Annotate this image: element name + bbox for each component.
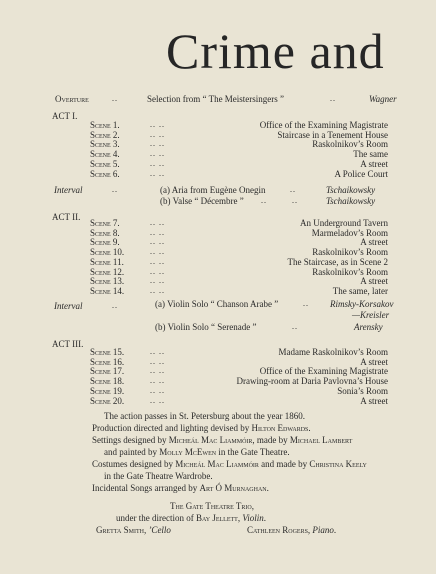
credit-text: , made by (252, 435, 290, 445)
credit-name: Michael Lambert (289, 435, 353, 445)
interval2-composer-b: Arensky (354, 322, 383, 332)
page-title: Crime and (166, 23, 385, 79)
interval2-composer-a2: —Kreisler (352, 310, 390, 320)
scene-number: Scene 10. (90, 247, 125, 258)
scene-number: Scene 9. (90, 237, 120, 248)
scene-number: Scene 16. (90, 356, 125, 367)
scene-place: Drawing-room at Daria Pavlovna’s House (236, 376, 388, 387)
interval1-composer-a: Tschaikowsky (326, 185, 376, 195)
credits-wardrobe: in the Gate Theatre Wardrobe. (104, 471, 213, 481)
dot-leader: .. .. (150, 366, 165, 376)
scene-number: Scene 2. (90, 129, 120, 140)
dot-leader: .. .. (150, 149, 165, 159)
scene-place: A street (360, 395, 388, 406)
scene-number: Scene 3. (90, 139, 120, 150)
credits-setting: The action passes in St. Petersburg about the year 1860. (104, 411, 306, 421)
credit-text: Incidental Songs arranged by (92, 483, 200, 493)
scene-place: A street (360, 276, 388, 287)
dot-leader: .. .. (150, 158, 165, 168)
credits-production: Production directed and lighting devised by Hilton Edwards. (92, 423, 311, 433)
credit-name: Christina Keely (309, 459, 367, 469)
scene-place: Madame Raskolnikov’s Room (278, 347, 388, 357)
scene-number: Scene 17. (90, 366, 125, 377)
interval1-piece-b: (b) Valse “ Décembre ” (160, 196, 244, 206)
interval1-composer-b: Tschaikowsky (326, 196, 376, 206)
dot-leader: .. .. (150, 347, 165, 356)
scene-place: A street (360, 356, 388, 367)
credit-text: in the Gate Theatre. (216, 447, 290, 457)
dot-leader: .. .. (150, 218, 165, 227)
dot-leader: .. .. (150, 129, 165, 139)
dot-leader: .. .. (150, 356, 165, 366)
credit-name: Bay Jellett (195, 513, 238, 523)
credit-name: Cathleen Rogers (247, 525, 308, 535)
scene-place: Sonia’s Room (337, 385, 388, 396)
scene-place: Office of the Examining Magistrate (259, 120, 388, 130)
credit-name: Micheál Mac Liammóir (175, 459, 259, 469)
dot-leader: .. (261, 196, 267, 205)
credit-name: Art Ó Murnaghan (199, 483, 267, 493)
interval2-composer-a: Rimsky-Korsakov (330, 299, 394, 309)
dot-leader: .. (112, 301, 118, 310)
scene-number: Scene 18. (90, 376, 125, 387)
scene-place: Marmeladov’s Room (311, 227, 388, 238)
dot-leader: .. .. (150, 247, 165, 257)
scene-place: Office of the Examining Magistrate (259, 366, 388, 377)
trio-director: under the direction of Bay Jellett, Violin. (116, 513, 266, 523)
dot-leader: .. .. (150, 237, 165, 247)
dot-leader: .. (292, 196, 298, 205)
scene-number: Scene 12. (90, 266, 125, 277)
credits-painting (104, 447, 290, 457)
scene-place: A street (360, 158, 388, 169)
trio-cello (96, 525, 171, 535)
dot-leader: .. .. (150, 285, 165, 295)
credit-instrument: , Piano (307, 525, 334, 535)
dot-leader: .. (303, 299, 309, 308)
overture-composer: Wagner (369, 94, 397, 104)
dot-leader: .. .. (150, 139, 165, 149)
credits-costumes (92, 459, 367, 469)
credit-instrument: , ’Cello (143, 525, 171, 535)
credit-text: under the direction of (116, 513, 196, 523)
credit-text: Costumes designed by (92, 459, 176, 469)
dot-leader: .. (112, 94, 118, 103)
credits-settings (92, 435, 352, 445)
scene-number: Scene 15. (90, 347, 125, 357)
credit-name: Micheál Mac Liammóir (168, 435, 253, 445)
interval1-label: Interval (54, 185, 83, 195)
credit-text: and made by (258, 459, 310, 469)
dot-leader: .. .. (150, 256, 165, 266)
dot-leader: .. .. (150, 276, 165, 286)
scene-place: A street (360, 237, 388, 248)
interval1-piece-a: (a) Aria from Eugène Onegin (160, 185, 266, 195)
scene-place: Raskolnikov’s Room (312, 247, 388, 258)
scene-number: Scene 13. (90, 276, 125, 287)
trio-name: The Gate Theatre Trio, (170, 501, 254, 511)
dot-leader: .. (112, 185, 118, 194)
overture-label: Overture (55, 94, 89, 104)
credit-text: Settings designed by (92, 435, 169, 445)
scene-place: An Underground Tavern (299, 218, 388, 228)
credit-name: Gretta Smith (96, 525, 144, 535)
interval2-piece-b: (b) Violin Solo “ Serenade ” (155, 322, 257, 332)
dot-leader: .. .. (150, 385, 165, 395)
dot-leader: .. (292, 322, 298, 331)
scene-number: Scene 4. (90, 149, 120, 160)
scene-place: A Police Court (334, 168, 388, 179)
interval2-piece-a: (a) Violin Solo “ Chanson Arabe ” (155, 299, 279, 309)
scene-place: The same, later (332, 285, 388, 296)
credits-songs: Incidental Songs arranged by Art Ó Murnaghan. (92, 483, 269, 493)
credit-text: Production directed and lighting devised by (92, 423, 252, 433)
scene-number: Scene 19. (90, 385, 125, 396)
dot-leader: .. (290, 185, 296, 194)
act2-heading: ACT II. (52, 212, 81, 222)
scene-place: Raskolnikov’s Room (312, 266, 388, 277)
scene-number: Scene 5. (90, 158, 120, 169)
scene-number: Scene 11. (90, 256, 124, 267)
scene-place: The same (353, 149, 388, 160)
credit-text: and painted by (104, 447, 160, 457)
dot-leader: .. .. (150, 376, 165, 386)
dot-leader: .. .. (150, 395, 165, 405)
scene-number: Scene 7. (90, 218, 120, 228)
scene-number: Scene 20. (90, 395, 125, 406)
dot-leader: .. (330, 94, 336, 103)
credit-name: Hilton Edwards (251, 423, 309, 433)
dot-leader: .. .. (150, 227, 165, 237)
act1-heading: ACT I. (52, 111, 78, 121)
dot-leader: .. .. (150, 266, 165, 276)
interval2-label: Interval (54, 301, 83, 311)
scene-place: The Staircase, as in Scene 2 (287, 256, 388, 267)
scene-number: Scene 14. (90, 285, 125, 296)
overture-selection: Selection from “ The Meistersingers ” (147, 94, 285, 104)
scene-place: Raskolnikov’s Room (312, 139, 388, 150)
trio-piano: Cathleen Rogers, Piano. (247, 525, 337, 535)
credit-name: Molly McEwen (159, 447, 217, 457)
scene-number: Scene 1. (90, 120, 120, 130)
scene-number: Scene 6. (90, 168, 120, 179)
scene-number: Scene 8. (90, 227, 120, 238)
act3-heading: ACT III. (52, 339, 84, 349)
dot-leader: .. .. (150, 120, 165, 129)
credit-instrument: Violin (242, 513, 264, 523)
credit-text: , (237, 513, 243, 523)
scene-place: Staircase in a Tenement House (277, 129, 388, 140)
dot-leader: .. .. (150, 168, 165, 178)
